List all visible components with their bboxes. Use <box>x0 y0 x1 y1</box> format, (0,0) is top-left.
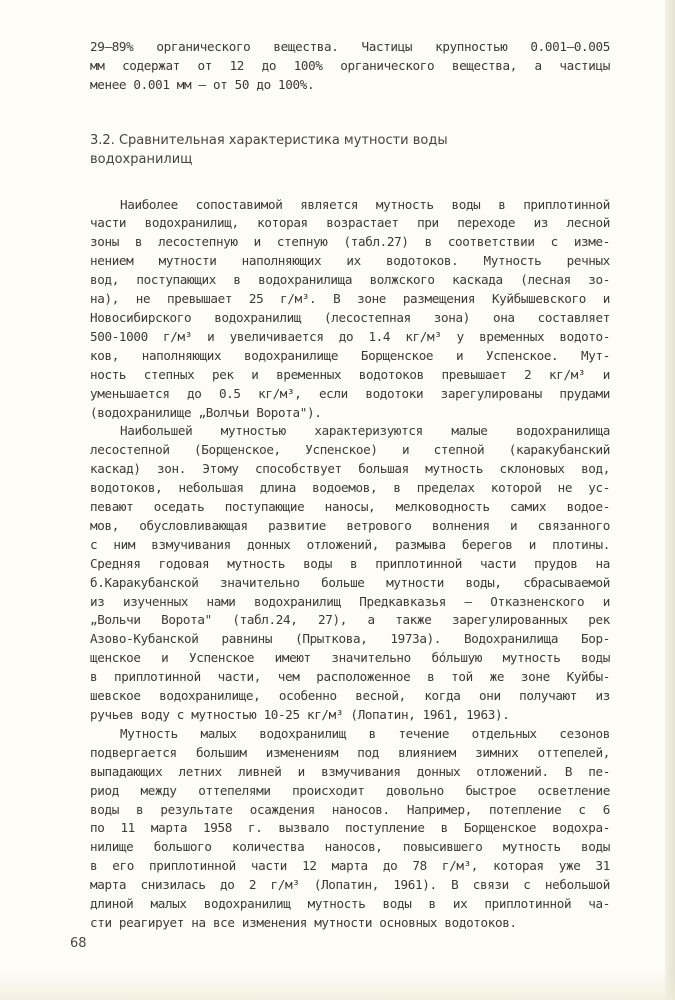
text-line: ность степных рек и временных водотоков превышает 2 кг/м³ и <box>90 366 610 382</box>
heading-line: 3.2. Сравнительная характеристика мутности воды <box>90 132 448 148</box>
text-line: Наибольшей мутностью характеризуются малые водохранилища <box>120 423 610 439</box>
text-line: менее 0.001 мм – от 50 до 100%. <box>90 76 315 92</box>
section-body <box>90 196 610 933</box>
text-line: б.Каракубанской значительно больше мутности воды, сбрасываемой <box>90 574 610 590</box>
text-line: каскад) зон. Этому способствует большая мутность склоновых вод, <box>90 461 610 477</box>
paragraph-1 <box>90 196 610 423</box>
text-line: зоны в лесостепную и степную (табл.27) в соответствии с изме- <box>90 234 610 250</box>
text-line: в его приплотинной части 12 марта до 78 г/м³, которая уже 31 <box>90 858 610 874</box>
text-line: уменьшается до 0.5 кг/м³, если водотоки зарегулированы прудами <box>90 385 610 401</box>
text-line: на), не превышает 25 г/м³. В зоне размещения Куйбышевского и <box>90 291 610 307</box>
text-line: 29–89% органического вещества. Частицы крупностью 0.001–0.005 <box>90 39 610 54</box>
text-line: ручьев воду с мутностью 10-25 кг/м³ (Лопатин, 1961, 1963). <box>90 707 510 722</box>
page-number: 68 <box>70 936 87 951</box>
intro-paragraph <box>90 38 610 95</box>
text-line: длиной малых водохранилищ мутность воды в их приплотинной ча- <box>90 896 610 912</box>
text-line: Азово-Кубанской равнины (Прыткова, 1973а). Водохранилища Бор- <box>90 631 610 647</box>
text-line: вод, поступающих в водохранилища волжского каскада (лесная зо- <box>90 272 610 288</box>
page-content <box>90 38 610 933</box>
paragraph-2 <box>90 422 610 725</box>
text-line: нением мутности наполняющих их водотоков. Мутность речных <box>90 253 610 269</box>
text-line: марта снизилась до 2 г/м³ (Лопатин, 1961). В связи с небольшой <box>90 877 610 893</box>
text-line: ков, наполняющих водохранилище Борщенское и Успенское. Мут- <box>90 347 610 363</box>
text-line: из изученных нами водохранилищ Предкавказья – Отказненского и <box>90 593 610 609</box>
text-line: „Вольчи Ворота" (табл.24, 27), а также зарегулированных рек <box>90 612 610 628</box>
heading-line: водохранилищ <box>90 151 193 167</box>
text-line: в приплотинной части, чем расположенное в той же зоне Куйбы- <box>90 669 610 685</box>
text-line: выпадающих летних ливней и взмучивания донных отложений. В пе- <box>90 763 610 779</box>
page-shadow <box>0 970 675 1000</box>
text-line: подвергается большим изменениям под влиянием зимних оттепелей, <box>90 744 610 760</box>
section-heading <box>90 132 610 170</box>
text-line: по 11 марта 1958 г. вызвало поступление в Борщенское водохра- <box>90 820 610 836</box>
text-line: Средняя годовая мутность воды в приплотинной части прудов на <box>90 555 610 571</box>
text-line: сти реагирует на все изменения мутности основных водотоков. <box>90 914 517 930</box>
text-line: певают оседать поступающие наносы, мелководность самих водое- <box>90 499 610 515</box>
text-line: с ним взмучивания донных отложений, размыва берегов и плотины. <box>90 536 610 552</box>
text-line: Наиболее сопоставимой является мутность воды в приплотинной <box>120 196 610 212</box>
page-edge <box>665 0 675 1000</box>
text-line: части водохранилищ, которая возрастает при переходе из лесной <box>90 215 610 231</box>
text-line: нилище большого количества наносов, повысившего мутность воды <box>90 839 610 855</box>
text-line: риод между оттепелями происходит довольно быстрое осветление <box>90 782 610 798</box>
text-line: Мутность малых водохранилищ в течение отдельных сезонов <box>120 725 610 741</box>
text-line: 500-1000 г/м³ и увеличивается до 1.4 кг/м³ у временных водото- <box>90 328 610 344</box>
text-line: лесостепной (Борщенское, Успенское) и степной (каракубанский <box>90 442 610 458</box>
paragraph-3 <box>90 725 610 933</box>
text-line: мм содержат от 12 до 100% органического вещества, а частицы <box>90 57 610 73</box>
text-line: воды в результате осаждения наносов. Например, потепление с 6 <box>90 801 610 817</box>
text-line: (водохранилище „Волчьи Ворота"). <box>90 404 322 420</box>
text-line: мов, обусловливающая развитие ветрового волнения и связанного <box>90 517 610 533</box>
text-line: шевское водохранилище, особенно весной, когда они получают из <box>90 688 610 704</box>
text-line: водотоков, небольшая длина водоемов, в пределах которой не ус- <box>90 480 610 496</box>
text-line: Новосибирского водохранилищ (лесостепная зона) она составляет <box>90 309 610 325</box>
text-line: щенское и Успенское имеют значительно бо́льшую мутность воды <box>90 650 610 666</box>
